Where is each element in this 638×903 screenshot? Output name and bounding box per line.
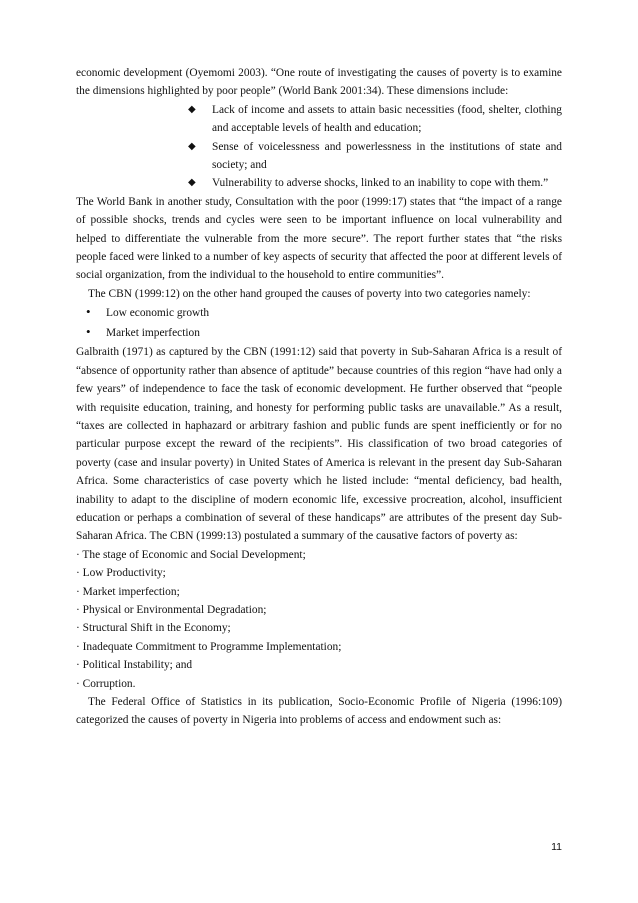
- list-item: ◆ Sense of voicelessness and powerlessness in the institutions of state and society; and: [188, 138, 562, 175]
- list-item: · Physical or Environmental Degradation;: [76, 603, 267, 616]
- list-item: · The stage of Economic and Social Development;: [76, 548, 306, 561]
- causes-list: [76, 546, 562, 693]
- bullet-icon: •: [86, 304, 91, 320]
- paragraph-cbn-categories: The CBN (1999:12) on the other hand grouped the causes of poverty into two categories namely:: [88, 287, 531, 300]
- page-number: 11: [551, 841, 562, 853]
- dimensions-list: [188, 101, 562, 193]
- bullet-icon: ◆: [188, 177, 196, 189]
- bullet-icon: ◆: [188, 103, 196, 115]
- list-item: · Corruption.: [76, 677, 136, 690]
- paragraph-galbraith: Galbraith (1971) as captured by the CBN (1991:12) said that poverty in Sub-Saharan Africa is a result of “absence of opportunity rather than absence of aptitude” because countries of this region “have had only a few years” of independence to face the task of economic development. He further observed that “people with requisite education, training, and honesty for performing public tasks are unavailable.” As a result, “taxes are collected in haphazard or arbitrary fashion and public funds are spent inefficiently or for no particular purpose except the reward of the recipients”. His classification of two broad categories of poverty (case and insular poverty) in United States of America is relevant in the present day Sub-Saharan Africa. Some characteristics of case poverty which he listed include: “mental deficiency, bad health, inability to adapt to the discipline of modern economic life, excessive procreation, alcohol, insufficient education or perhaps a combination of several of these handicaps” are attributes of the present day Sub-Saharan Africa. The CBN (1999:13) postulated a summary of the causative factors of poverty as:: [76, 346, 562, 543]
- list-item: · Structural Shift in the Economy;: [76, 622, 231, 635]
- list-item: ◆ Vulnerability to adverse shocks, linked to an inability to cope with them.”: [188, 174, 562, 192]
- bullet-icon: ◆: [188, 140, 196, 152]
- body-text: [76, 64, 562, 730]
- categories-list: [84, 303, 562, 343]
- list-item: · Market imperfection;: [76, 585, 180, 598]
- paragraph-dimensions-intro: economic development (Oyemomi 2003). “One route of investigating the causes of poverty is to examine the dimensions highlighted by poor people” (World Bank 2001:34). These dimensions include:: [76, 67, 562, 98]
- list-item: ◆ Lack of income and assets to attain basic necessities (food, shelter, clothing and acceptable levels of health and education;: [188, 101, 562, 138]
- paragraph-world-bank: The World Bank in another study, Consultation with the poor (1999:17) states that “the impact of a range of possible shocks, trends and cycles were seen to be important influence on local vulnerability and helped to differentiate the vulnerable from the more secure”. The report further states that “the risks people faced were linked to a number of key aspects of security that affected the poor at different levels of social organization, from the individual to the household to entire communities”.: [76, 195, 562, 282]
- list-item: · Low Productivity;: [76, 567, 166, 580]
- list-item: · Political Instability; and: [76, 659, 193, 672]
- list-item: • Low economic growth: [84, 303, 562, 323]
- paragraph-federal-office: The Federal Office of Statistics in its publication, Socio-Economic Profile of Nigeria (1996:109) categorized the causes of poverty in Nigeria into problems of access and endowment such as:: [76, 696, 562, 727]
- list-item: • Market imperfection: [84, 323, 562, 343]
- bullet-icon: •: [86, 324, 91, 340]
- list-item: · Inadequate Commitment to Programme Implementation;: [76, 640, 342, 653]
